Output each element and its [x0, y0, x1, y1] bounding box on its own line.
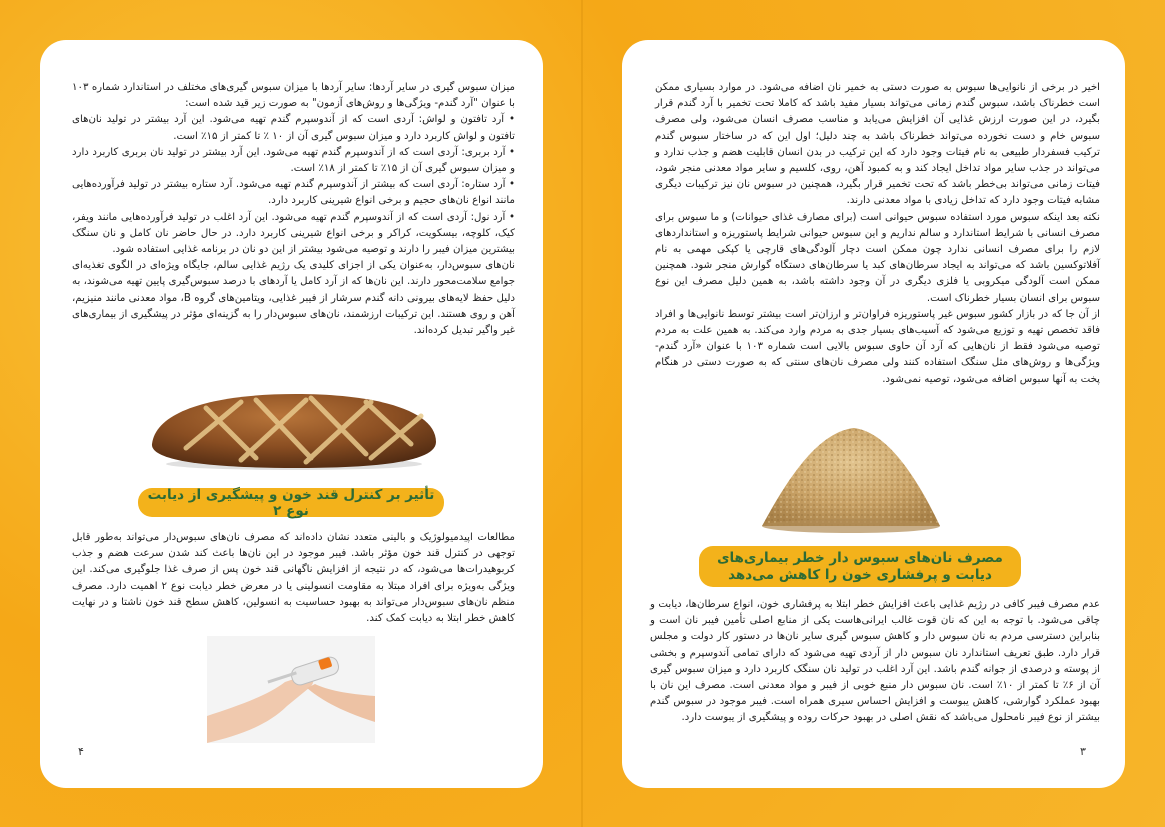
right-page-body: [655, 80, 1100, 388]
left-paragraph-3: مطالعات اپیدمیولوژیک و بالینی متعدد نشان داده‌اند که مصرف نان‌های سبوس‌دار می‌تواند به‌طور قابل توجهی در کنترل قند خون مؤثر باشد. فیبر موجود در این نان‌ها باعث کند شدن سرعت هضم و جذب کربوهیدرات‌ها می‌شود، که در نتیجه از افزایش ناگهانی قند خون پس از صرف غذا جلوگیری می‌کند. این ویژگی به‌ویژه برای افراد مبتلا به مقاومت انسولینی یا در معرض خطر دیابت نوع ۲ اهمیت دارد. مصرف منظم نان‌های سبوس‌دار می‌تواند به بهبود حساسیت به انسولین، کاهش سطح قند خون ناشتا و در نهایت کاهش خطر ابتلا به دیابت کمک کند.: [72, 532, 515, 625]
flour-type-item: • آرد نول: آردی است که از آندوسپرم گندم تهیه می‌شود. این آرد اغلب در تولید فرآورده‌هایی مانند ویفر، کیک، کلوچه، بیسکویت، کراکر و برخی انواع شیرینی کاربرد دارد. در حال حاضر نان کامل و نان سنگک بیشترین میزان فیبر را دارند و توصیه می‌شود بیشتر از این دو نان در برنامه غذایی استفاده شود.: [72, 211, 515, 256]
page-number-right: ۳: [1080, 745, 1086, 758]
bread-loaf-image: [146, 388, 442, 472]
glucose-meter-image: [207, 636, 375, 743]
flour-type-item: • آرد ستاره: آردی است که بیشتر از آندوسپرم گندم تهیه می‌شود. آرد ستاره بیشتر در تولید فرآورده‌هایی مانند انواع نان‌های حجیم و برخی انواع شیرینی کاربرد دارد.: [72, 179, 515, 207]
left-page-body: [72, 80, 515, 339]
left-section-heading: [138, 488, 444, 517]
left-section-heading-text: تأثیر بر کنترل قند خون و پیشگیری از دیابت نوع ۲: [147, 486, 435, 519]
flour-type-item: • آرد تافتون و لواش: آردی است که از آندوسپرم گندم تهیه می‌شود. این آرد بیشتر در تولید نان‌های تافتون و لواش کاربرد دارد و میزان سبوس گیری آن از ۱۰ ٪ تا کمتر از ۱۵٪ است.: [72, 114, 515, 142]
left-intro: میزان سبوس گیری در سایر آردها: سایر آردها با میزان سبوس گیری‌های مختلف در استاندارد شماره ۱۰۳ با عنوان "آرد گندم- ویژگی‌ها و روش‌های آزمون" به صورت زیر قید شده است:: [72, 82, 515, 110]
left-paragraph-2: نان‌های سبوس‌دار، به‌عنوان یکی از اجزای کلیدی یک رژیم غذایی سالم، جایگاه ویژه‌ای در الگوی تغذیه‌ای جوامع سلامت‌محور دارند. این نان‌ها که از آرد کامل یا آردهای با درصد سبوس‌گیری پایین تهیه می‌شوند، به دلیل حفظ لایه‌های بیرونی دانه گندم سرشار از فیبر غذایی، ویتامین‌های گروه B، مواد معدنی مانند منیزیم، آهن و روی هستند. این ترکیبات ارزشمند، نان‌های سبوس‌دار را به گزینه‌ای مؤثر در پیشگیری از بیماری‌های غیر واگیر تبدیل کرده‌اند.: [72, 260, 515, 337]
flour-type-item: • آرد بربری: آردی است که از آندوسپرم گندم تهیه می‌شود. این آرد بیشتر در تولید نان بربری کاربرد دارد و میزان سبوس گیری آن از ۱۵٪ تا کمتر از ۱۸٪ است.: [72, 146, 515, 175]
right-paragraph-3: از آن جا که در بازار کشور سبوس غیر پاستوریزه فراوان‌تر و ارزان‌تر است بیشتر توسط نانوایی‌ها و افراد فاقد تخصص تهیه و توزیع می‌شود که آسیب‌های بسیار جدی به مردم وارد می‌کند. به همین علت به مردم توصیه می‌شود فقط از نان‌هایی که آرد آن حاوی سبوس بالایی است شماره ۱۰۳ با عنوان «آرد گندم- ویژگی‌ها و روش‌های مثل سنگک استفاده کنند ولی مصرف نان‌های سنتی که به صورت دستی در هنگام پخت به آنها سبوس اضافه می‌شود، توصیه نمی‌شود.: [655, 308, 1100, 385]
spread-gutter: [581, 0, 583, 827]
right-paragraph-1: اخیر در برخی از نانوایی‌ها سبوس به صورت دستی به خمیر نان اضافه می‌شود. در موارد بسیاری ممکن است خطرناک باشد، سبوس گندم زمانی می‌تواند بسیار مفید باشد که کاملا تحت تخمیر با آرد گندم قرار بگیرد، در این صورت ارزش غذایی آن افزایش می‌یابد و مناسب مصرف انسان می‌شود، ولی مصرف سبوس خام و دست نخورده می‌تواند خطرناک باشد به چند دلیل؛ اول این که در ساختار سبوس گندم ترکیب فسفردار طبیعی به نام فیتات وجود دارد که این ترکیب در بدن انسان قابلیت هضم و جذب ندارد و می‌تواند در جذب سایر مواد تداخل ایجاد کند و به کمبود آهن، روی، کلسیم و سایر مواد معدنی منجر شود، فیتات زمانی می‌تواند بی‌خطر باشد که تحت تخمیر قرار بگیرد، همچنین در سبوس نان نیز ترکیبات دیگری مشابه فیتات وجود دارد که تداخل زیادی با مواد معدنی دارند.: [655, 82, 1100, 207]
page-number-left: ۴: [78, 745, 84, 758]
wheat-bran-image: [758, 418, 944, 536]
flour-types-list: [72, 112, 515, 258]
right-paragraph-2: نکته بعد اینکه سبوس مورد استفاده سبوس حیوانی است (برای مصارف غذای حیوانات) و ما سبوس برای مصرف انسانی با شرایط استاندارد و سالم نداریم و این سبوس حیوانی شرایط پاستوریزه و استانداردهای لازم را برای مصرف انسانی ندارد چون ممکن است دچار آلودگی‌های قارچی یا کپکی مهمی به نام آفلاتوکسین باشد که می‌تواند به ایجاد سرطان‌های کبد یا سرطان‌های دستگاه گوارش منجر شود. همچنین ممکن است آلودگی میکروبی یا فلزی دیگری در آن وجود داشته باشد، به همین دلیل مصرف این نوع سبوس برای انسان بسیار خطرناک است.: [655, 211, 1100, 304]
right-section-heading-text: مصرف نان‌های سبوس دار خطر بیماری‌های دیابت و پرفشاری خون را کاهش می‌دهد: [717, 549, 1003, 583]
right-section-heading: [699, 546, 1021, 587]
right-bottom-text: عدم مصرف فیبر کافی در رژیم غذایی باعث افزایش خطر ابتلا به پرفشاری خون، انواع سرطان‌ها، دیابت و چاقی می‌شود. با توجه به این که نان قوت غالب ایرانی‌هاست یکی از منابع اصلی تأمین فیبر نان است و بنابراین دسترسی مردم به نان سبوس دار و کاهش سبوس گیری سایر نان‌ها در دستور کار دولت و مجلس قرار دارد. طبق تعریف استاندارد نان سبوس دار از آردی تهیه می‌شود که دارای تمامی آندوسپرم و بخشی از پوسته و درصدی از جوانه گندم باشد. این آرد اغلب در تولید نان سنگک کاربرد دارد و میزان سبوس گیری آن از ۶٪ تا کمتر از ۱۰٪ است. نان سبوس دار منبع خوبی از فیبر و مواد معدنی است. مصرف این نان با بهبود عملکرد گوارشی، کاهش یبوست و افزایش احساس سیری همراه است. فیبر موجود در سبوس گندم بیشتر از نوع فیبر نامحلول می‌باشد که نقش اصلی در بهبود حرکات روده و پیشگیری از یبوست دارد.: [650, 599, 1100, 724]
